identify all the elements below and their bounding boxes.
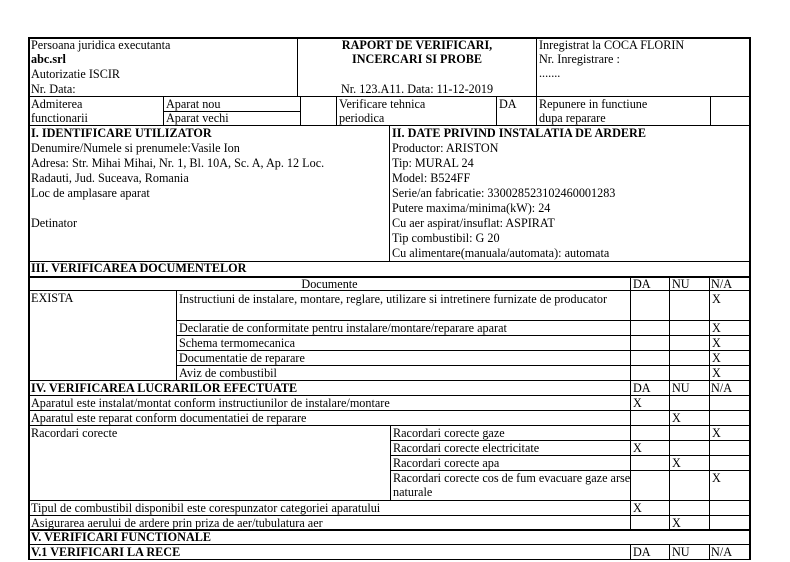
owner-label: Detinator	[31, 216, 78, 230]
rule	[709, 276, 710, 530]
report-title: RAPORT DE VERIFICARI,	[341, 38, 493, 52]
document-row-label: Schema termomecanica	[179, 336, 296, 350]
column-header-na: N/A	[711, 381, 732, 395]
rule	[536, 37, 537, 97]
document-row-label: Instructiuni de instalare, montare, reglare, utilizare si intretinere furnizate de producator	[179, 292, 608, 306]
tech-check-da: DA	[499, 97, 517, 111]
document-row-label: Documentatie de reparare	[179, 351, 305, 365]
connection-row-na: X	[712, 426, 721, 440]
work-row-label: Aparatul este reparat conform documentatiei de reparare	[31, 411, 307, 425]
new-device-label: Aparat nou	[166, 97, 221, 111]
rule	[669, 544, 670, 560]
producer: Productor: ARISTON	[392, 141, 499, 155]
document-row-label: Declaratie de conformitate pentru instalare/montare/reparare aparat	[179, 321, 507, 335]
admission-label: Admiterea	[31, 97, 83, 111]
rule	[496, 96, 497, 126]
column-header-na: N/A	[711, 277, 732, 291]
tech-check-label: Verificare tehnica	[339, 97, 426, 111]
document-row-na: X	[712, 292, 721, 306]
work-row-da: X	[633, 396, 642, 410]
feed-type: Cu alimentare(manuala/automata): automata	[392, 246, 610, 260]
rule	[536, 96, 537, 126]
rule	[709, 544, 710, 560]
tech-check-label-2: periodica	[339, 111, 385, 125]
old-device-label: Aparat vechi	[166, 111, 229, 125]
connections-label: Racordari corecte	[31, 426, 118, 440]
air-intake: Cu aer aspirat/insuflat: ASPIRAT	[392, 216, 555, 230]
document-row-na: X	[712, 336, 721, 350]
rule	[389, 125, 390, 262]
document-row-na: X	[712, 366, 721, 380]
column-header-nu: NU	[672, 277, 690, 291]
column-header-da: DA	[633, 381, 651, 395]
registration-nr-label: Nr. Inregistrare :	[539, 52, 620, 66]
report-number: Nr. 123.A11. Data: 11-12-2019	[340, 82, 494, 96]
device-model: Model: B524FF	[392, 171, 471, 185]
user-address-2: Radauti, Jud. Suceava, Romania	[31, 171, 189, 185]
work-row-da: X	[633, 501, 642, 515]
column-header-nu: NU	[672, 545, 690, 559]
work-row-label: Aparatul este instalat/montat conform instructiunilor de instalare/montare	[31, 396, 390, 410]
work-row-label: Asigurarea aerului de ardere prin priza de aer/tubulatura aer	[31, 516, 323, 530]
company-name: abc.srl	[31, 52, 66, 66]
registered-label: Inregistrat la COCA FLORIN	[539, 38, 685, 52]
section-2-title: II. DATE PRIVIND INSTALATIA DE ARDERE	[392, 126, 646, 140]
restart-label: Repunere in functiune	[539, 97, 648, 111]
document-row-label: Aviz de combustibil	[179, 366, 277, 380]
rule	[710, 96, 711, 126]
column-header-da: DA	[633, 277, 651, 291]
document-row-na: X	[712, 351, 721, 365]
rule	[630, 276, 631, 530]
document-row-na: X	[712, 321, 721, 335]
rule	[390, 425, 391, 501]
admission-label-2: functionarii	[31, 111, 88, 125]
section-1-title: I. IDENTIFICARE UTILIZATOR	[31, 126, 212, 140]
user-name: Denumire/Numele si prenumele:Vasile Ion	[31, 141, 240, 155]
user-address: Adresa: Str. Mihai Mihai, Nr. 1, Bl. 10A, Sc. A, Ap. 12 Loc.	[31, 156, 325, 170]
connection-row-nu: X	[672, 456, 681, 470]
connection-row-label: Racordari corecte cos de fum evacuare gaze arse	[393, 471, 631, 485]
device-type: Tip: MURAL 24	[392, 156, 474, 170]
report-subtitle: INCERCARI SI PROBE	[351, 52, 483, 66]
serial-number: Serie/an fabricatie: 330028523102460001283	[392, 186, 616, 200]
column-header-da: DA	[633, 545, 651, 559]
connection-row-na: X	[712, 471, 721, 485]
install-location: Loc de amplasare aparat	[31, 186, 150, 200]
authorization-nr-date: Nr. Data:	[31, 82, 76, 96]
section-5-title: V. VERIFICARI FUNCTIONALE	[31, 530, 212, 544]
registration-dots: .......	[539, 66, 561, 80]
work-row-label: Tipul de combustibil disponibil este corespunzator categoriei aparatului	[31, 501, 381, 515]
column-header-nu: NU	[672, 381, 690, 395]
connection-row-label: Racordari corecte gaze	[393, 426, 505, 440]
exists-label: EXISTA	[31, 291, 74, 305]
section-5-1-title: V.1 VERIFICARI LA RECE	[31, 545, 181, 559]
table-border-right	[749, 37, 751, 560]
column-header-na: N/A	[711, 545, 732, 559]
power: Putere maxima/minima(kW): 24	[392, 201, 551, 215]
documents-column-header: Documente	[301, 277, 358, 291]
connection-row-label-2: naturale	[393, 485, 433, 499]
fuel-type: Tip combustibil: G 20	[392, 231, 500, 245]
connection-row-da: X	[633, 441, 642, 455]
authorization-label: Autorizatie ISCIR	[31, 67, 121, 81]
rule	[669, 276, 670, 530]
rule	[176, 290, 177, 381]
work-row-nu: X	[672, 516, 681, 530]
connection-row-label: Racordari corecte electricitate	[393, 441, 540, 455]
work-row-nu: X	[672, 411, 681, 425]
table-border-left	[28, 37, 30, 560]
section-3-title: III. VERIFICAREA DOCUMENTELOR	[31, 261, 247, 275]
restart-label-2: dupa reparare	[539, 111, 606, 125]
executant-label: Persoana juridica executanta	[31, 38, 171, 52]
section-4-title: IV. VERIFICAREA LUCRARILOR EFECTUATE	[31, 381, 298, 395]
rule	[163, 96, 164, 126]
rule	[300, 96, 301, 126]
rule	[630, 544, 631, 560]
rule	[336, 96, 337, 126]
connection-row-label: Racordari corecte apa	[393, 456, 500, 470]
